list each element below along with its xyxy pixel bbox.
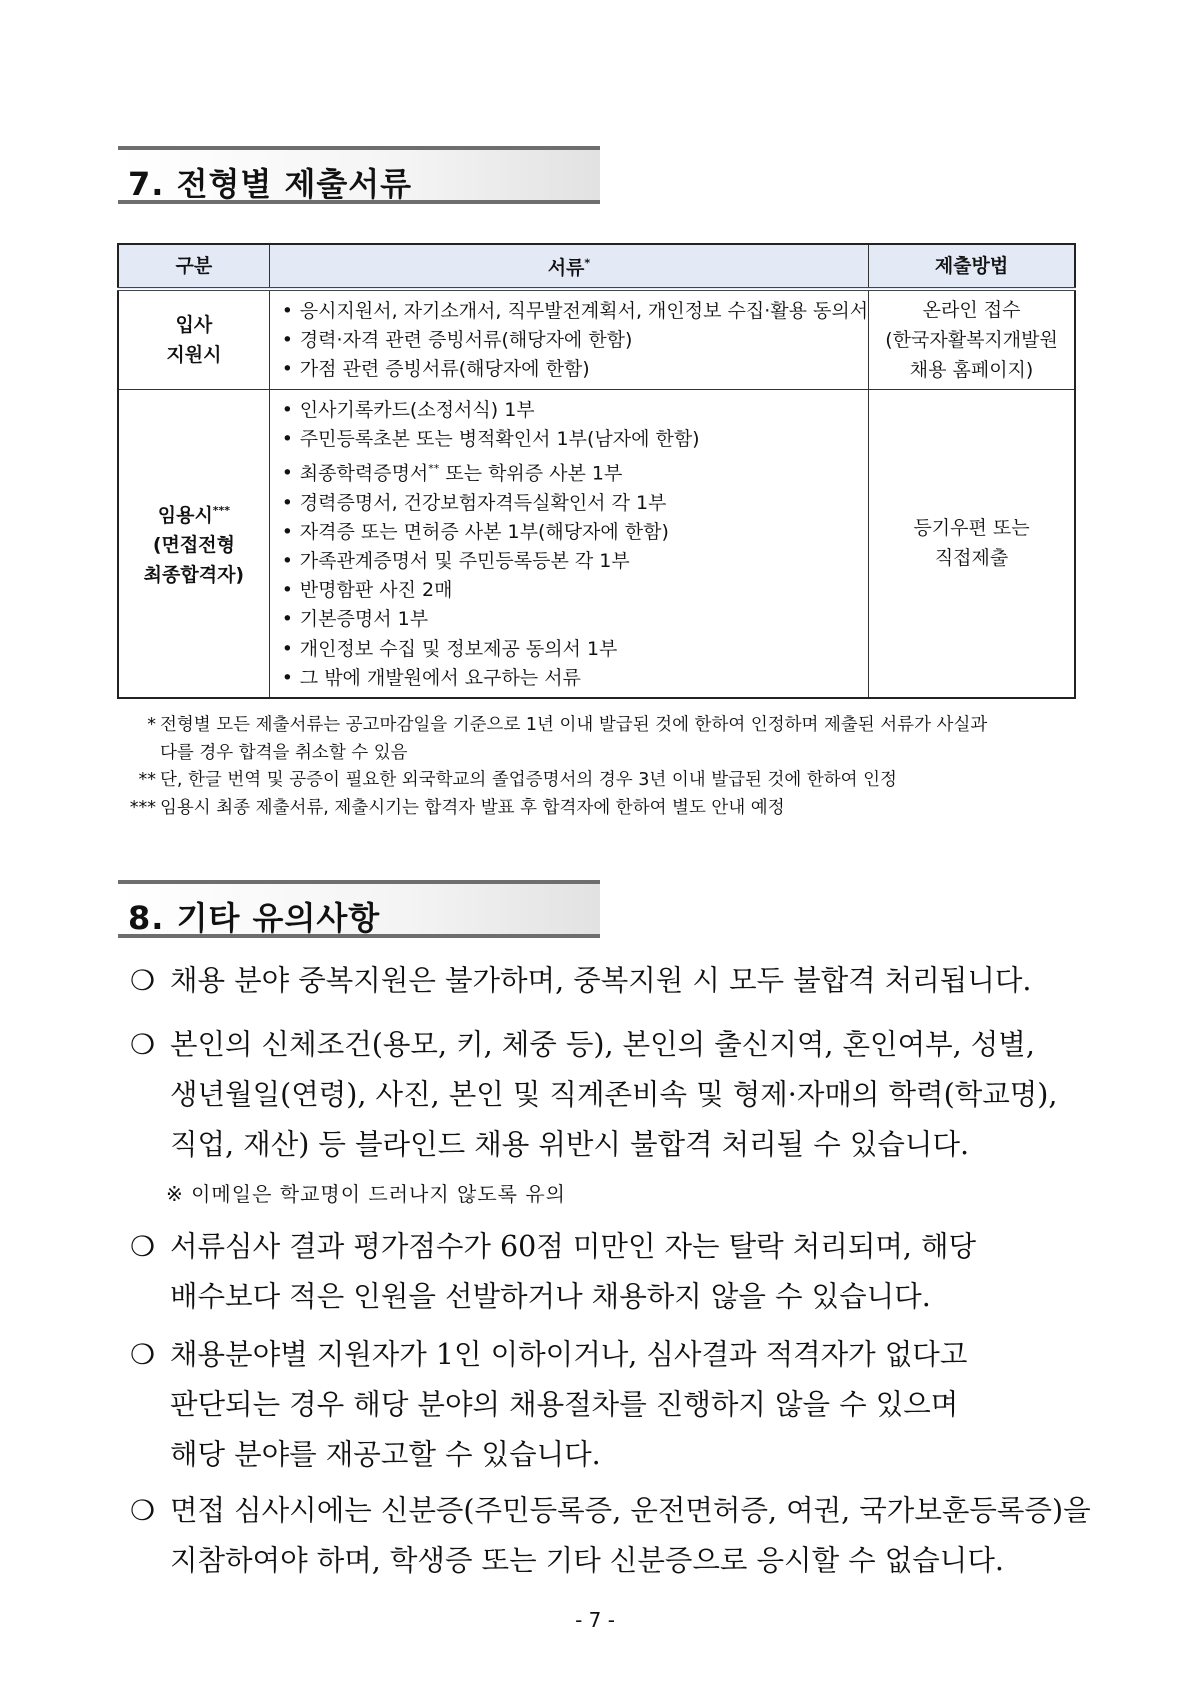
circle-bullet-icon: ❍ [130,964,156,997]
table-row [118,389,1075,698]
circle-bullet-icon: ❍ [130,1338,156,1371]
list-item: • 최종학력증명서** 또는 학위증 사본 1부 [282,454,868,489]
list-item: • 인사기록카드(소정서식) 1부 [282,396,868,425]
row2-documents [269,389,868,698]
section-7-heading [118,146,600,204]
row1-documents [269,289,868,389]
header-documents-mark: * [584,256,591,270]
row1-category: 입사 지원시 [118,289,269,389]
list-item: • 주민등록초본 또는 병적확인서 1부(남자에 한함) [282,425,868,454]
section-7-title: 7. 전형별 제출서류 [128,165,413,203]
footnote-3: *** 임용시 최종 제출서류, 제출시기는 합격자 발표 후 합격자에 한하여 별도 안내 예정 [129,797,785,818]
section-8-title: 8. 기타 유의사항 [128,899,381,937]
row2-method: 등기우편 또는 직접제출 [869,389,1075,698]
notice-item-2: ❍ 본인의 신체조건(용모, 키, 체중 등), 본인의 출신지역, 혼인여부, 성별, 생년월일(연령), 사진, 본인 및 직계존비속 및 형제·자매의 학력(학교명), 직업, 재산) 등 블라인드 채용 위반시 불합격 처리될 수 있습니다. [130,1020,1090,1170]
circle-bullet-icon: ❍ [130,1494,156,1527]
circle-bullet-icon: ❍ [130,1230,156,1263]
row1-method: 온라인 접수 (한국자활복지개발원 채용 홈페이지) [869,289,1075,389]
notice-item-1: ❍ 채용 분야 중복지원은 불가하며, 중복지원 시 모두 불합격 처리됩니다. [130,956,1090,1006]
list-item: • 경력·자격 관련 증빙서류(해당자에 한함) [282,326,868,355]
notice-item-5: ❍ 면접 심사시에는 신분증(주민등록증, 운전면허증, 여권, 국가보훈등록증)을 지참하여야 하며, 학생증 또는 기타 신분증으로 응시할 수 없습니다. [130,1486,1090,1586]
list-item: • 가점 관련 증빙서류(해당자에 한함) [282,355,868,384]
list-item: • 기본증명서 1부 [282,605,868,634]
section-8-heading [118,880,600,938]
header-method: 제출방법 [869,244,1075,289]
list-item: • 경력증명서, 건강보험자격득실확인서 각 1부 [282,489,868,518]
header-category: 구분 [118,244,269,289]
list-item: • 반명함판 사진 2매 [282,576,868,605]
submission-documents-table [117,243,1076,699]
table-row [118,289,1075,389]
table-footnotes [126,712,987,822]
page-number: - 7 - [575,1608,615,1632]
list-item: • 자격증 또는 면허증 사본 1부(해당자에 한함) [282,518,868,547]
footnote-2: ** 단, 한글 번역 및 공증이 필요한 외국학교의 졸업증명서의 경우 3년 이내 발급된 것에 한하여 인정 [138,770,897,790]
list-item: • 그 밖에 개발원에서 요구하는 서류 [282,664,868,693]
footnote-1: * 전형별 모든 제출서류는 공고마감일을 기준으로 1년 이내 발급된 것에 한하여 인정하며 제출된 서류가 사실과 다를 경우 합격을 취소할 수 있음 [147,715,988,763]
circle-bullet-icon: ❍ [130,1028,156,1061]
list-item: • 응시지원서, 자기소개서, 직무발전계획서, 개인정보 수집·활용 동의서 [282,297,868,326]
notice-item-4: ❍ 채용분야별 지원자가 1인 이하이거나, 심사결과 적격자가 없다고 판단되는 경우 해당 분야의 채용절차를 진행하지 않을 수 있으며 해당 분야를 재공고할 수 있습니다. [130,1330,1090,1480]
list-item: • 가족관계증명서 및 주민등록등본 각 1부 [282,547,868,576]
list-item: • 개인정보 수집 및 정보제공 동의서 1부 [282,635,868,664]
header-documents: 서류* [269,244,868,289]
notice-item-3: ❍ 서류심사 결과 평가점수가 60점 미만인 자는 탈락 처리되며, 해당 배수보다 적은 인원을 선발하거나 채용하지 않을 수 있습니다. [130,1222,1090,1322]
table-header-row [118,244,1075,289]
row2-category: 임용시*** (면접전형 최종합격자) [118,389,269,698]
email-note: ※ 이메일은 학교명이 드러나지 않도록 유의 [166,1182,566,1206]
